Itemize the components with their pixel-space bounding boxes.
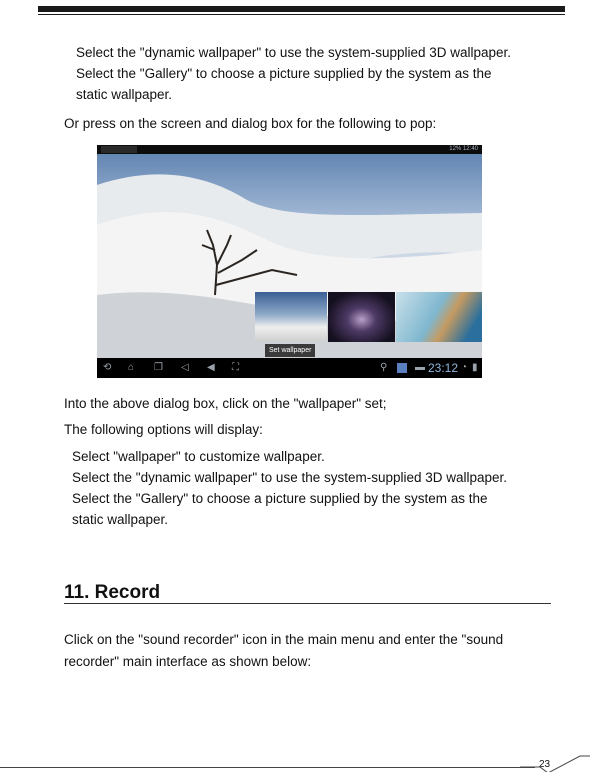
- screenshot-icon[interactable]: ⛶: [232, 362, 239, 373]
- option-line-4: static wallpaper.: [72, 512, 169, 527]
- section-heading: 11. Record: [64, 582, 161, 603]
- wifi-icon: ◔: [461, 362, 468, 373]
- set-wallpaper-button[interactable]: Set wallpaper: [265, 344, 315, 357]
- message-icon: ▬: [415, 362, 425, 373]
- status-indicator: 12% 12:40: [449, 146, 478, 152]
- option-line-3: Select the "Gallery" to choose a picture supplied by the system as the: [72, 491, 488, 506]
- record-line-2: recorder" main interface as shown below:: [64, 654, 312, 669]
- volume-up-icon[interactable]: ◀: [207, 362, 215, 373]
- status-bar: [97, 145, 482, 154]
- notification-area: [101, 146, 137, 153]
- intro-line-1: Select the "dynamic wallpaper" to use the system-supplied 3D wallpaper.: [76, 45, 512, 60]
- usb-icon: ⚲: [380, 362, 388, 373]
- option-line-1: Select "wallpaper" to customize wallpaper.: [72, 449, 325, 464]
- clock: 23:12: [428, 361, 459, 375]
- recent-apps-icon[interactable]: ❐: [154, 362, 163, 373]
- volume-down-icon[interactable]: ◁: [181, 362, 189, 373]
- intro-line-3: static wallpaper.: [76, 87, 173, 102]
- option-line-2: Select the "dynamic wallpaper" to use the system-supplied 3D wallpaper.: [72, 470, 508, 485]
- intro-line-2: Select the "Gallery" to choose a picture supplied by the system as the: [76, 66, 492, 81]
- wallpaper-thumb-galaxy[interactable]: [328, 292, 395, 342]
- home-icon[interactable]: ⌂: [128, 362, 135, 373]
- navigation-bar: [97, 358, 482, 378]
- tablet-screenshot: [97, 145, 482, 378]
- wallpaper-thumb-desert[interactable]: [255, 292, 327, 342]
- heading-rule: [64, 603, 551, 604]
- header-thin-rule: [38, 14, 565, 15]
- footer-rule: [0, 767, 535, 768]
- battery-icon: ▮: [472, 362, 478, 373]
- page-number: 23: [539, 759, 551, 770]
- back-icon[interactable]: ⟲: [103, 362, 112, 373]
- header-rule: [38, 6, 565, 12]
- footer-notch: [520, 752, 590, 772]
- press-instruction: Or press on the screen and dialog box for the following to pop:: [64, 116, 437, 131]
- dialog-instruction: Into the above dialog box, click on the "wallpaper" set;: [64, 396, 387, 411]
- wallpaper-thumb-beach[interactable]: [396, 292, 482, 342]
- app-notification-icon: [397, 363, 407, 373]
- record-line-1: Click on the "sound recorder" icon in the main menu and enter the "sound: [64, 632, 504, 647]
- options-intro: The following options will display:: [64, 422, 263, 437]
